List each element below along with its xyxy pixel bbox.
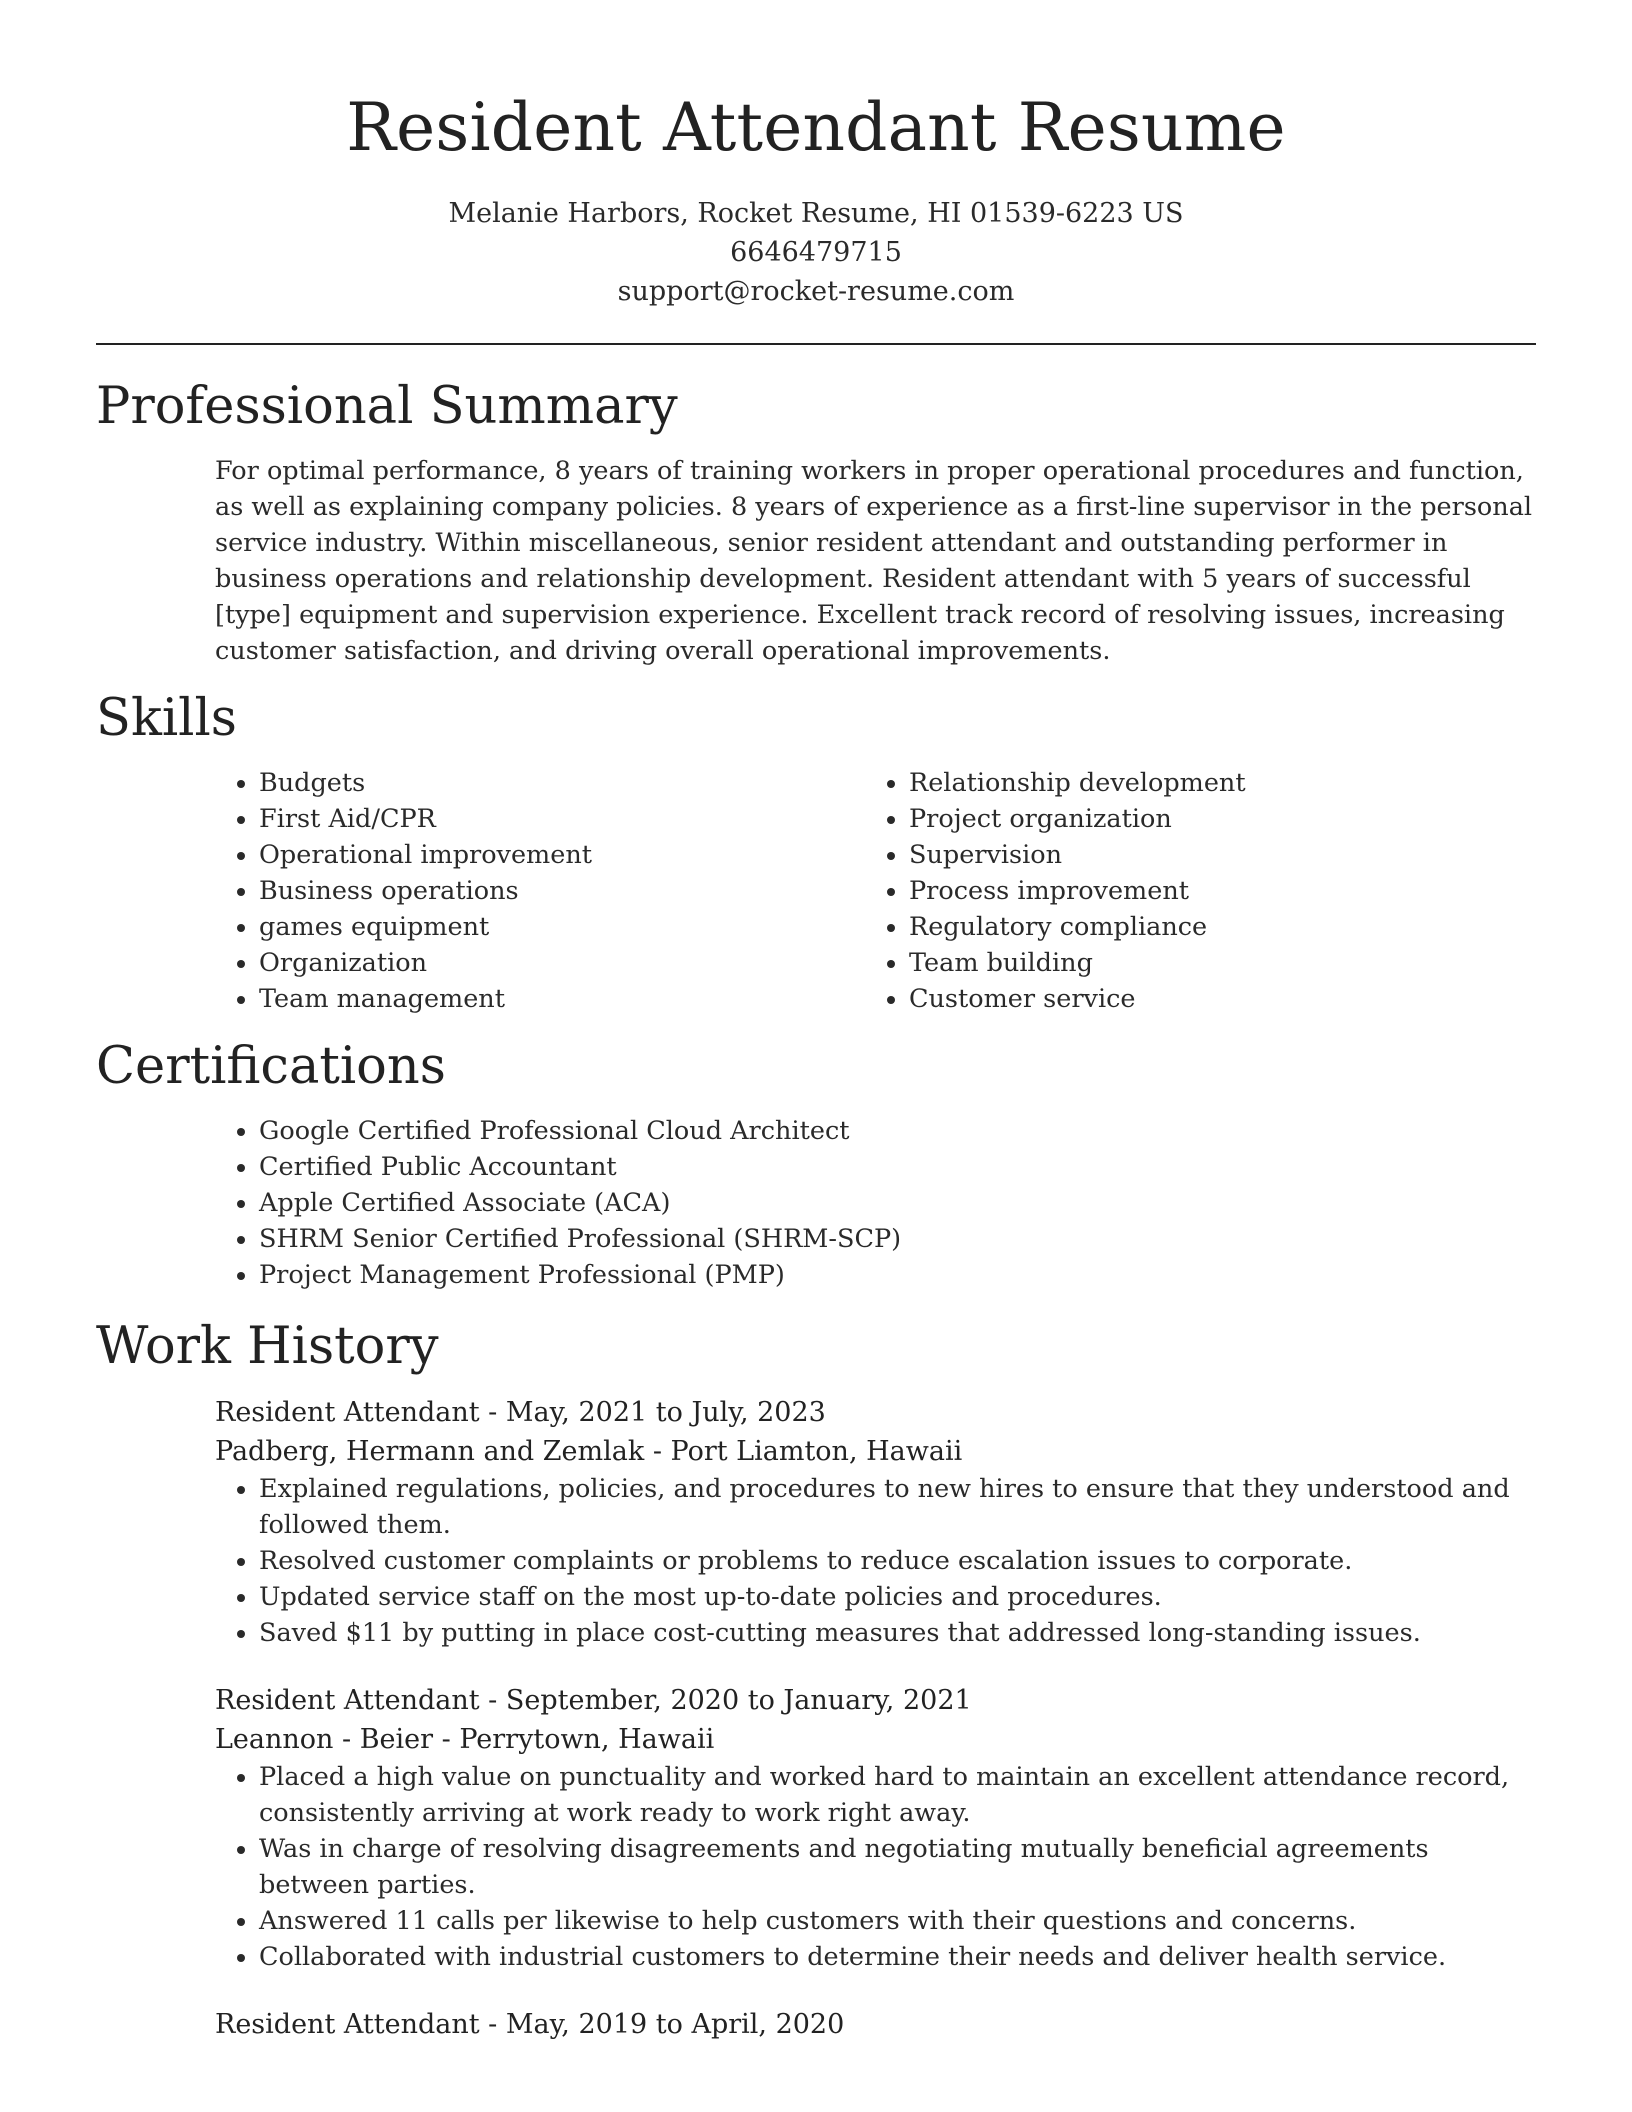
job-title: Resident Attendant - May, 2021 to July, 2023 [215,1397,826,1428]
job-entry [215,1393,1536,1651]
list-item: • SHRM Senior Certified Professional (SHRM-SCP) [259,1221,1536,1257]
list-item: • Apple Certified Associate (ACA) [259,1185,1536,1221]
list-item: • Was in charge of resolving disagreements and negotiating mutually beneficial agreements between parties. [259,1831,1536,1903]
certifications-list [215,1113,1536,1293]
list-item: • First Aid/CPR [259,801,865,837]
list-item: • Saved $11 by putting in place cost-cutting measures that addressed long-standing issues. [259,1615,1536,1651]
page-title: Resident Attendant Resume [346,89,1286,166]
list-item: • Supervision [909,837,1536,873]
skills-list-right [865,765,1536,1017]
list-item: • Team building [909,945,1536,981]
contact-block [96,194,1536,311]
list-item: • Operational improvement [259,837,865,873]
list-item: • Project Management Professional (PMP) [259,1257,1536,1293]
list-item: • Project organization [909,801,1536,837]
list-item: • Certified Public Accountant [259,1149,1536,1185]
contact-address: Melanie Harbors, Rocket Resume, HI 01539-6223 US [448,198,1184,229]
list-item: • Updated service staff on the most up-to-date policies and procedures. [259,1579,1536,1615]
job-company: Leannon - Beier - Perrytown, Hawaii [215,1724,715,1755]
list-item: • Placed a high value on punctuality and worked hard to maintain an excellent attendance record, consistently arriving at work ready to work right away. [259,1759,1536,1831]
job-title: Resident Attendant - September, 2020 to January, 2021 [215,1685,972,1716]
list-item: • Answered 11 calls per likewise to help customers with their questions and concerns. [259,1903,1536,1939]
certifications-section [96,1035,1536,1293]
list-item: • Google Certified Professional Cloud Architect [259,1113,1536,1149]
job-entry [215,1681,1536,1975]
contact-email: support@rocket-resume.com [617,276,1015,307]
work-history-section [96,1315,1536,2044]
list-item: • Budgets [259,765,865,801]
list-item: • Relationship development [909,765,1536,801]
skills-section [96,687,1536,1017]
list-item: • Resolved customer complaints or problems to reduce escalation issues to corporate. [259,1543,1536,1579]
list-item: • Process improvement [909,873,1536,909]
header-divider [96,343,1536,345]
section-title-skills: Skills [96,689,237,748]
summary-text: For optimal performance, 8 years of training workers in proper operational procedures and function, as well as explaining company policies. 8 years of experience as a first-line supervisor in the personal service industry. Within miscellaneous, senior resident attendant and outstanding performer in business operations and relationship development. Resident attendant with 5 years of successful [type] equipment and supervision experience. Excellent track record of resolving issues, increasing customer satisfaction, and driving overall operational improvements. [215,456,1533,666]
list-item: • Business operations [259,873,865,909]
list-item: • Team management [259,981,865,1017]
job-entry [215,2005,1536,2044]
resume-header [96,0,1536,311]
list-item: • Organization [259,945,865,981]
job-company: Padberg, Hermann and Zemlak - Port Liamton, Hawaii [215,1436,963,1467]
job-duties-list [215,1759,1536,1975]
summary-section [96,375,1536,669]
section-title-work-history: Work History [96,1317,439,1376]
list-item: • Collaborated with industrial customers to determine their needs and deliver health service. [259,1939,1536,1975]
list-item: • Customer service [909,981,1536,1017]
section-title-summary: Professional Summary [96,377,678,436]
certifications-content [215,1113,1536,1293]
skills-list-left [215,765,865,1017]
skills-grid [215,765,1536,1017]
list-item: • games equipment [259,909,865,945]
list-item: • Regulatory compliance [909,909,1536,945]
contact-phone: 6646479715 [730,237,902,268]
job-title: Resident Attendant - May, 2019 to April, 2020 [215,2009,845,2040]
list-item: • Explained regulations, policies, and procedures to new hires to ensure that they understood and followed them. [259,1471,1536,1543]
section-title-certifications: Certifications [96,1037,446,1096]
job-duties-list [215,1471,1536,1651]
